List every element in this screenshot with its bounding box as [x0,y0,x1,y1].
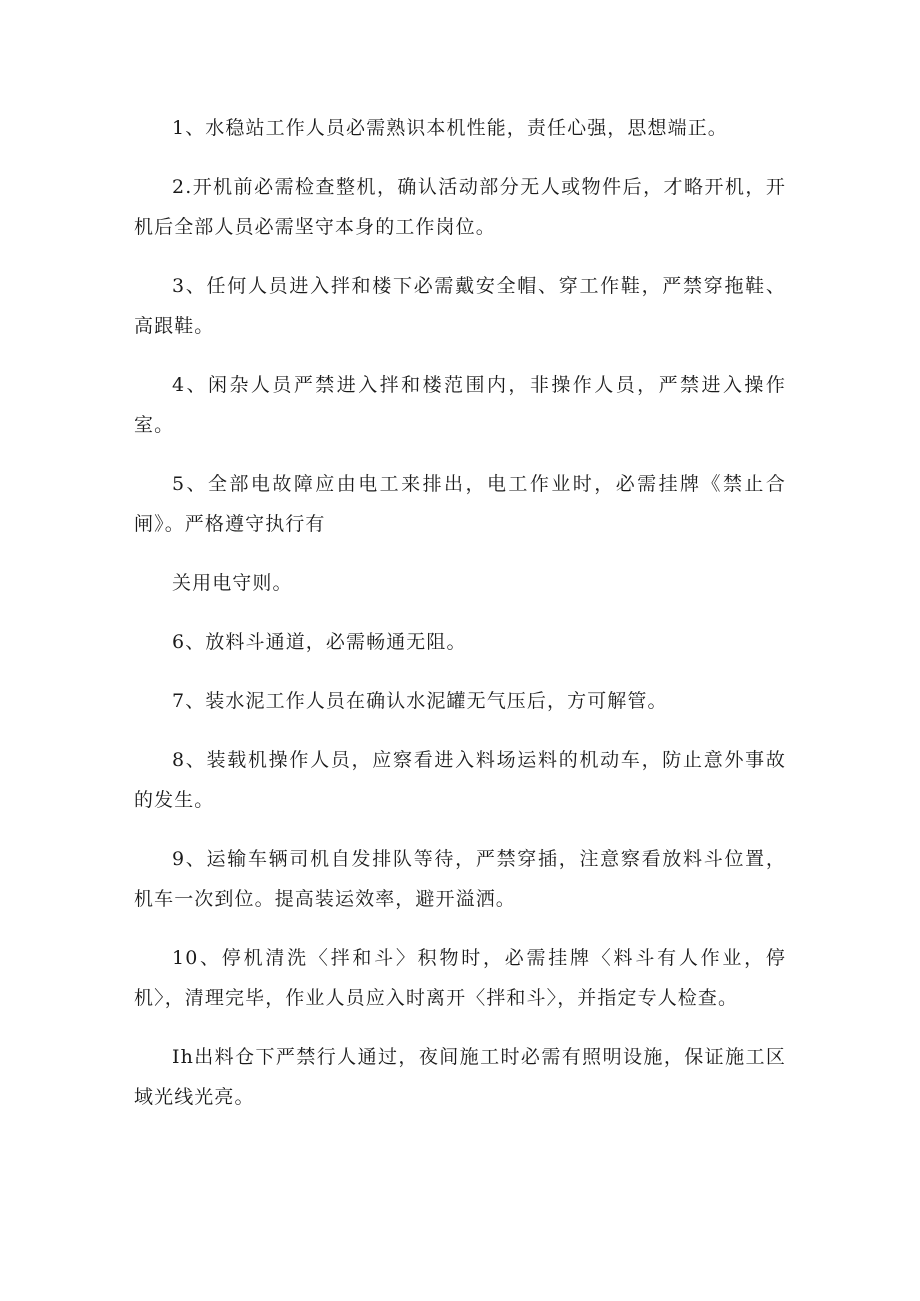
rule-paragraph-8: 8、装载机操作人员，应察看进入料场运料的机动车，防止意外事故的发生。 [134,749,786,811]
rule-paragraph-2: 2.开机前必需检查整机，确认活动部分无人或物件后，才略开机，开机后全部人员必需坚守本身的工作岗位。 [134,176,786,238]
rule-paragraph-5: 5、全部电故障应由电工来排出，电工作业时，必需挂牌《禁止合闸》。严格遵守执行有 [134,473,786,535]
rule-paragraph-9: 9、运输车辆司机自发排队等待，严禁穿插，注意察看放料斗位置，机车一次到位。提高装运效率，避开溢洒。 [134,848,786,910]
rule-paragraph-6: 6、放料斗通道，必需畅通无阻。 [172,631,467,653]
rule-paragraph-1: 1、水稳站工作人员必需熟识本机性能，责任心强，思想端正。 [172,117,728,139]
rule-paragraph-10: 10、停机清洗〈拌和斗〉积物时，必需挂牌〈料斗有人作业，停机〉，清理完毕，作业人员应入时离开〈拌和斗〉，并指定专人检查。 [134,947,786,1009]
rule-paragraph-11: Ih出料仓下严禁行人通过，夜间施工时必需有照明设施，保证施工区域光线光亮。 [134,1046,786,1108]
rule-paragraph-5-continuation: 关用电守则。 [172,572,293,594]
rule-paragraph-3: 3、任何人员进入拌和楼下必需戴安全帽、穿工作鞋，严禁穿拖鞋、高跟鞋。 [134,275,786,337]
rule-paragraph-7: 7、装水泥工作人员在确认水泥罐无气压后，方可解管。 [172,690,668,712]
document-body [134,108,786,1117]
rule-paragraph-4: 4、闲杂人员严禁进入拌和楼范围内，非操作人员，严禁进入操作室。 [134,374,786,436]
